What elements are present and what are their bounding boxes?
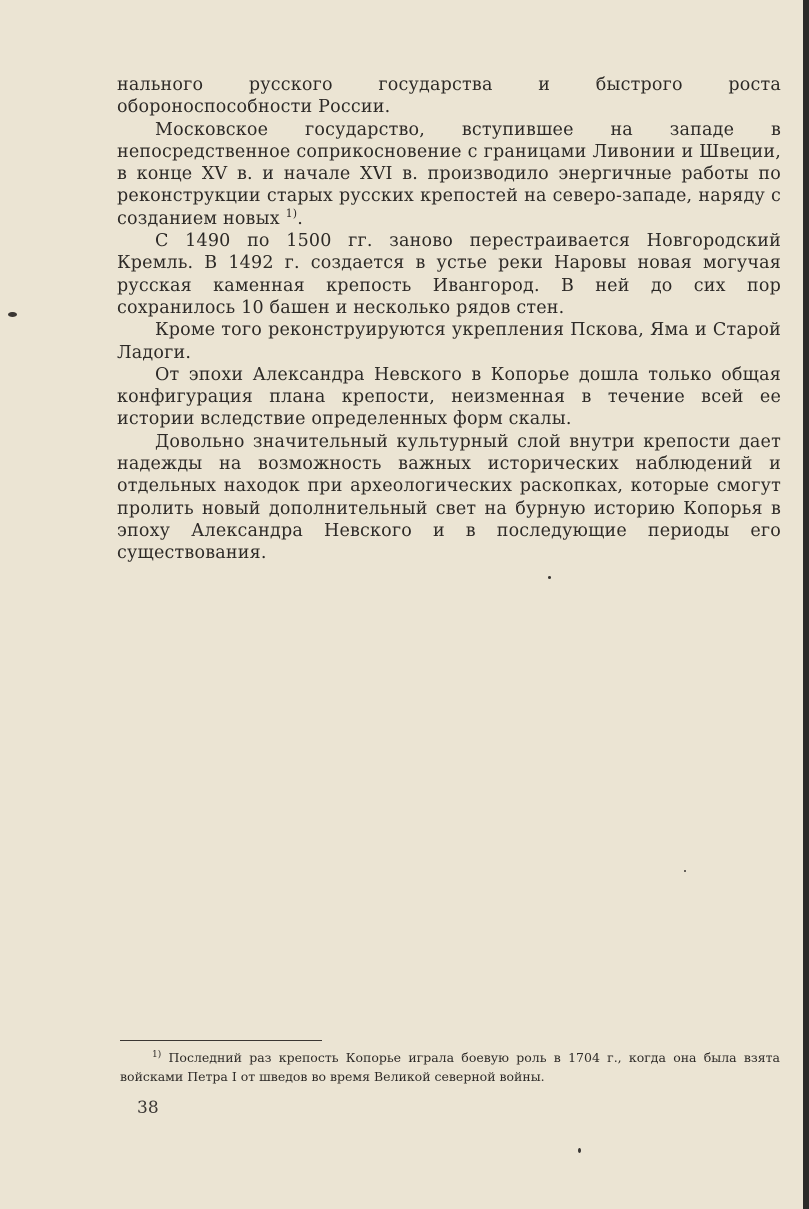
paragraph-pskov: Кроме того реконструируются укрепления Пскова, Яма и Старой Ладоги. (117, 320, 781, 363)
paragraph-end: . (297, 208, 304, 229)
paper-speck (8, 312, 17, 317)
footnote-reference: 1) (285, 206, 298, 220)
paragraph-novgorod: С 1490 по 1500 гг. заново перестраивается Новгородский Кремль. В 1492 г. создается в устье реки Наровы новая могучая русская каменная крепость Ивангород. В ней до сих пор сохранилось 10 башен и несколько рядов стен. (117, 231, 781, 318)
paragraph-text: Московское государство, вступившее на западе в непосредственное соприкосновение с границами Ливонии и Швеции, в конце XV в. и начале XVI в. производило энергичные работы по реконструкции старых русских крепостей на северо-западе, наряду с созданием новых (117, 119, 781, 229)
paper-speck (684, 870, 686, 872)
page-number: 38 (137, 1098, 159, 1118)
paragraph-koporye-plan: От эпохи Александра Невского в Копорье дошла только общая конфигурация плана крепости, неизменная в течение всей ее истории вследствие определенных форм скалы. (117, 364, 781, 430)
footnote (120, 1048, 780, 1086)
paragraph-moscow-state (117, 119, 781, 230)
paragraph-cultural-layer: Довольно значительный культурный слой внутри крепости дает надежды на возможность важных исторических наблюдений и отдельных находок при археологических раскопках, которые смогут пролить новый дополнительный свет на бурную историю Копорья в эпоху Александра Невского и в последующие периоды его существования. (117, 431, 781, 564)
paragraph-continued: нального русского государства и быстрого роста обороноспособности России. (117, 75, 781, 118)
footnote-text: Последний раз крепость Копорье играла боевую роль в 1704 г., когда она была взята войсками Петра I от шведов во время Великой северной войны. (120, 1050, 780, 1084)
paper-speck (548, 576, 551, 579)
footnote-divider (120, 1040, 322, 1041)
main-text (117, 74, 781, 565)
footnote-mark: 1) (152, 1049, 162, 1060)
page-edge-shadow (803, 0, 809, 1209)
paper-speck (578, 1148, 581, 1153)
